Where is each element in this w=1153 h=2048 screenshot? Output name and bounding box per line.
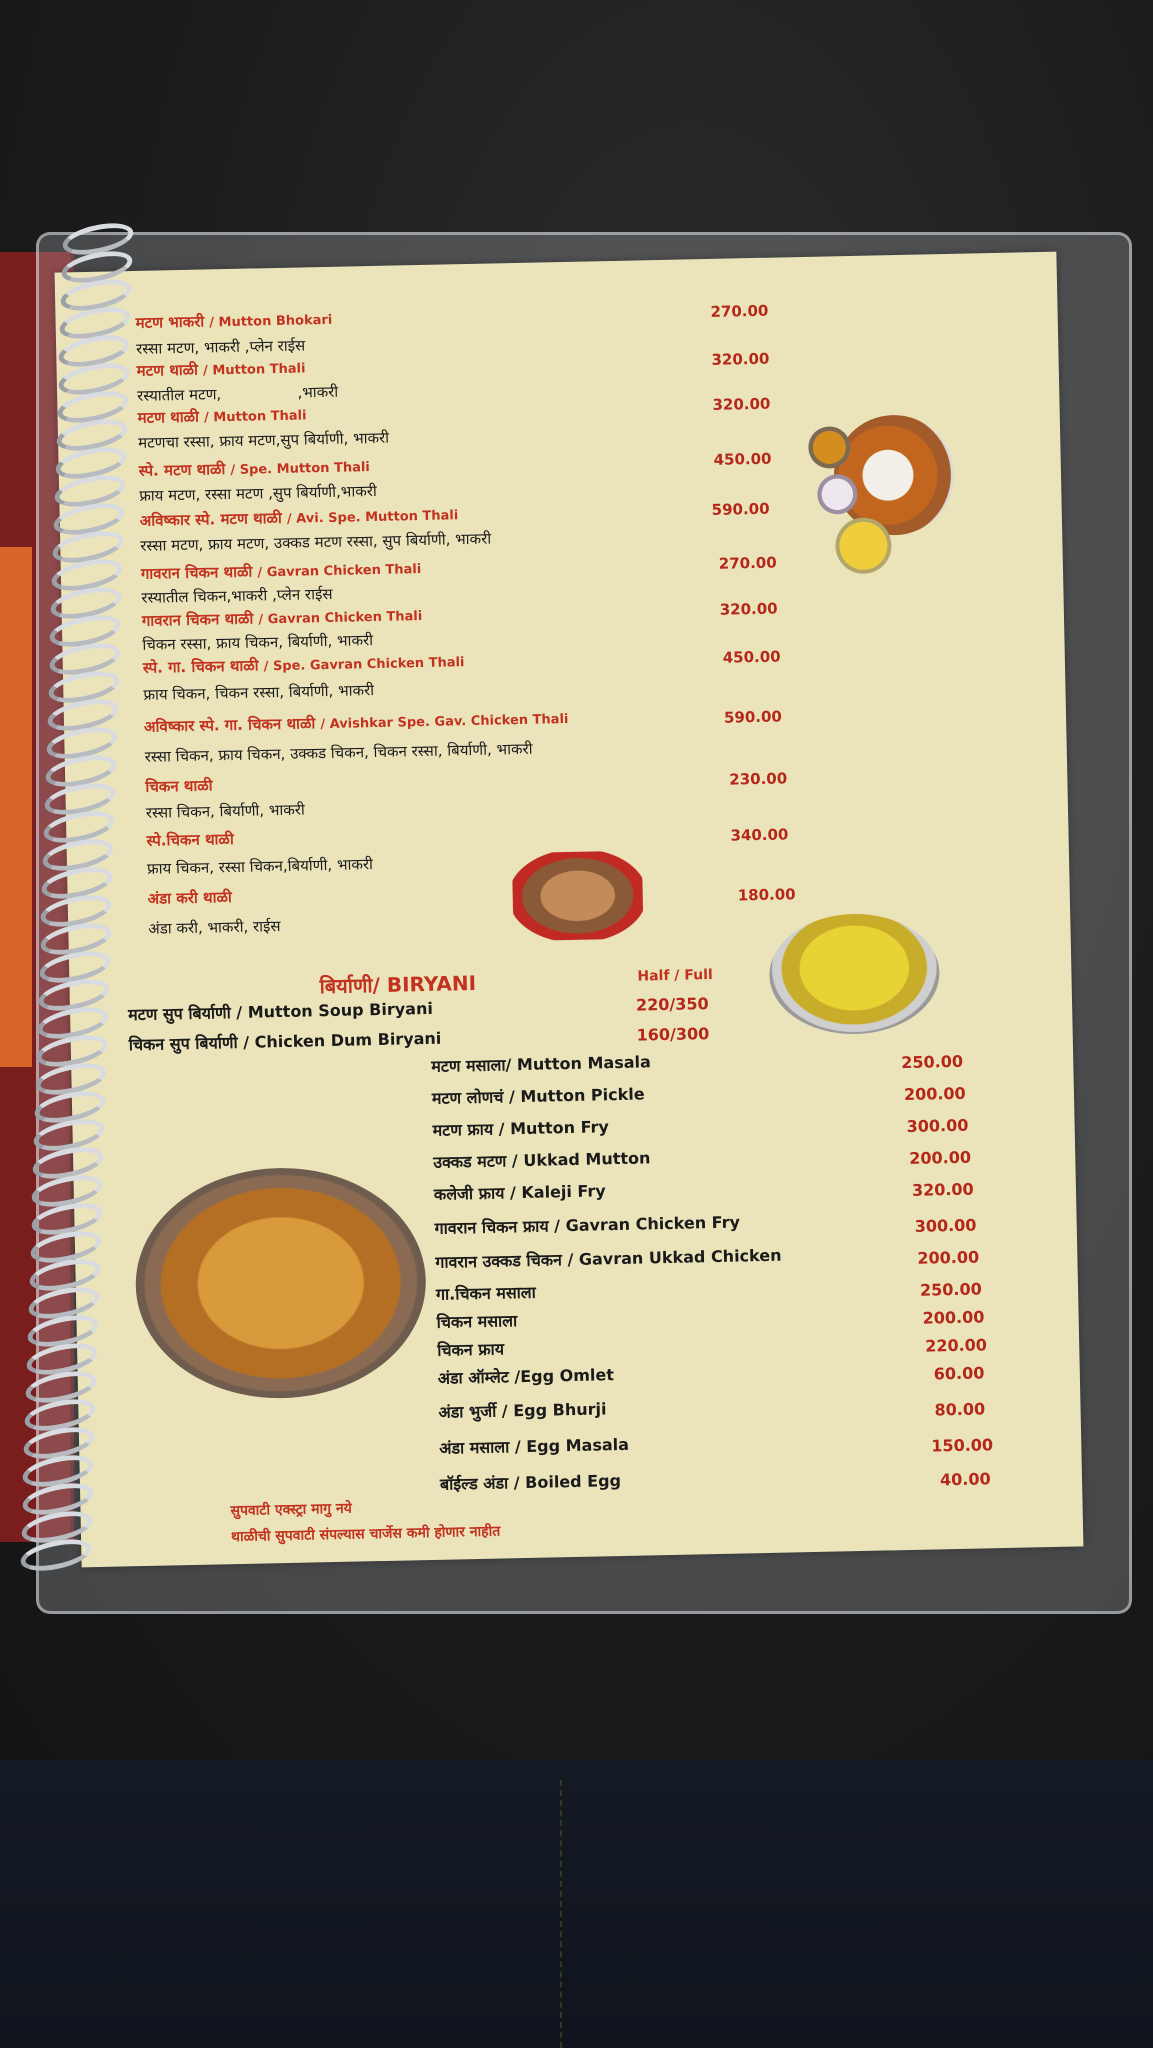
thali-desc: रस्सा चिकन, बिर्याणी, भाकरी	[145, 800, 306, 822]
thali-desc: अंडा करी, भाकरी, राईस	[148, 917, 281, 938]
dish-item: अंडा ऑम्लेट /Egg Omlet	[437, 1365, 615, 1388]
thali-name: गावरान चिकन थाळी	[141, 609, 254, 630]
dish-price: 60.00	[933, 1363, 985, 1384]
dish-item: मटण लोणचं / Mutton Pickle	[431, 1084, 645, 1108]
thali-name-en: Gavran Chicken Thali	[266, 562, 422, 581]
dish-item: मटण फ्राय / Mutton Fry	[432, 1117, 610, 1140]
thali-desc: मटणचा रस्सा, फ्राय मटण,सुप बिर्याणी, भाकरी	[137, 428, 390, 452]
thali-price: 590.00	[711, 499, 770, 519]
thali-item-5: अविष्कार स्पे. मटण थाळी / Avi. Spe. Mutton Thali	[139, 508, 459, 530]
dish-item: गावरान उक्कड चिकन / Gavran Ukkad Chicken	[435, 1245, 782, 1272]
thali-desc: फ्राय चिकन, चिकन रस्सा, बिर्याणी, भाकरी	[143, 681, 375, 704]
thali-item-8: स्पे. गा. चिकन थाळी / Spe. Gavran Chicken Thali	[142, 655, 465, 677]
thali-price: 270.00	[718, 553, 777, 573]
thali-desc: रस्सा मटण, भाकरी ,प्लेन राईस	[135, 336, 306, 358]
thali-name: गावरान चिकन थाळी	[140, 562, 253, 583]
thali-name-en: Gavran Chicken Thali	[267, 609, 423, 628]
thali-price: 180.00	[737, 885, 796, 905]
thali-name: अंडा करी थाळी	[147, 888, 232, 908]
half-full-label: Half / Full	[637, 967, 713, 985]
thali-name: स्पे. मटण थाळी	[138, 460, 226, 480]
thali-name: अविष्कार स्पे. गा. चिकन थाळी	[143, 714, 316, 736]
dish-item: चिकन फ्राय	[437, 1339, 505, 1360]
thali-price: 450.00	[722, 647, 781, 667]
dish-item: गा.चिकन मसाला	[435, 1282, 537, 1304]
thali-price: 590.00	[723, 707, 783, 727]
footer-note-line2: थाळीची सुपवाटी संपल्यास चार्जेस कमी होणार नाहीत	[230, 1523, 501, 1546]
thali-name-en: Mutton Bhokari	[218, 312, 333, 331]
footer-note-line1: सुपवाटी एक्स्ट्रा मागु नये	[230, 1500, 352, 1520]
thali-item-3: मटण थाळी / Mutton Thali	[137, 407, 307, 427]
thali-item-7: गावरान चिकन थाळी / Gavran Chicken Thali	[141, 609, 423, 630]
thali-item-10	[145, 775, 213, 796]
thali-desc: रस्यातील चिकन,भाकरी ,प्लेन राईस	[141, 584, 333, 607]
biryani-price: 220/350	[635, 994, 709, 1015]
thali-name: मटण थाळी	[137, 407, 200, 427]
chicken-thali-image	[512, 850, 644, 941]
thali-name-en: Spe. Mutton Thali	[239, 460, 370, 478]
thali-desc: रस्सा मटण, फ्राय मटण, उक्कड मटण रस्सा, सुप बिर्याणी, भाकरी	[140, 529, 492, 555]
thali-name: स्पे. गा. चिकन थाळी	[142, 656, 259, 677]
jeans-seam	[560, 1780, 566, 2048]
thali-desc: रस्सा चिकन, फ्राय चिकन, उक्कड चिकन, चिकन रस्सा, बिर्याणी, भाकरी	[144, 739, 533, 766]
spiral-binding	[0, 225, 140, 1605]
thali-name-en: Mutton Thali	[212, 361, 306, 379]
thali-name: चिकन थाळी	[145, 776, 213, 796]
biryani-heading: बिर्याणी/ BIRYANI	[319, 970, 477, 999]
thali-name: स्पे.चिकन थाळी	[146, 830, 234, 850]
dish-price: 250.00	[901, 1051, 964, 1073]
dish-price: 320.00	[911, 1179, 974, 1200]
dish-item: कलेजी फ्राय / Kaleji Fry	[433, 1181, 606, 1204]
thali-desc: रस्यातील मटण, ,भाकरी	[136, 382, 339, 405]
thali-price: 320.00	[712, 394, 771, 414]
jeans-background	[0, 1760, 1153, 2048]
dish-price: 220.00	[925, 1335, 988, 1356]
thali-desc: फ्राय चिकन, रस्सा चिकन,बिर्याणी, भाकरी	[146, 855, 374, 878]
thali-desc: चिकन रस्सा, फ्राय चिकन, बिर्याणी, भाकरी	[142, 631, 374, 654]
biryani-item: मटण सुप बिर्याणी / Mutton Soup Biryani	[127, 998, 434, 1025]
dish-item: अंडा भुर्जी / Egg Bhurji	[438, 1399, 607, 1422]
thali-name-en: Spe. Gavran Chicken Thali	[272, 655, 465, 675]
thali-desc: फ्राय मटण, रस्सा मटण ,सुप बिर्याणी,भाकरी	[139, 481, 377, 505]
dish-price: 150.00	[931, 1435, 994, 1456]
thali-plate-image	[833, 414, 955, 536]
dish-price: 40.00	[939, 1469, 991, 1490]
thali-name: मटण थाळी	[136, 360, 199, 380]
dish-price: 200.00	[903, 1083, 966, 1105]
thali-price: 320.00	[711, 349, 770, 369]
dish-item: गावरान चिकन फ्राय / Gavran Chicken Fry	[434, 1212, 741, 1238]
thali-item-6: गावरान चिकन थाळी / Gavran Chicken Thali	[140, 562, 422, 583]
thali-item-2: मटण थाळी / Mutton Thali	[136, 360, 306, 380]
thali-name-en: Avishkar Spe. Gav. Chicken Thali	[329, 711, 569, 732]
menu-page	[55, 252, 1084, 1568]
dish-item: अंडा मसाला / Egg Masala	[439, 1434, 630, 1458]
thali-price: 320.00	[719, 599, 778, 619]
biryani-price: 160/300	[636, 1024, 710, 1045]
dish-price: 200.00	[909, 1147, 972, 1168]
thali-price: 340.00	[730, 825, 789, 845]
thali-price: 270.00	[710, 301, 769, 321]
thali-item-9: अविष्कार स्पे. गा. चिकन थाळी / Avishkar Spe. Gav. Chicken Thali	[143, 711, 569, 736]
dish-price: 200.00	[917, 1247, 980, 1268]
thali-price: 450.00	[713, 449, 772, 469]
thali-name: अविष्कार स्पे. मटण थाळी	[139, 508, 283, 530]
thali-item-4: स्पे. मटण थाळी / Spe. Mutton Thali	[138, 460, 370, 480]
dish-price: 250.00	[919, 1279, 982, 1300]
dish-price: 80.00	[934, 1399, 986, 1420]
thali-item-12	[147, 887, 232, 909]
thali-bowl-yellow-image	[835, 517, 892, 574]
dish-item: बॉईल्ड अंडा / Boiled Egg	[439, 1471, 622, 1494]
biryani-item: चिकन सुप बिर्याणी / Chicken Dum Biryani	[128, 1028, 442, 1055]
dish-price: 300.00	[914, 1215, 977, 1236]
dish-item: चिकन मसाला	[436, 1311, 518, 1332]
dish-price: 200.00	[922, 1307, 985, 1328]
thali-name-en: Avi. Spe. Mutton Thali	[296, 508, 459, 527]
thali-price: 230.00	[729, 769, 788, 789]
thali-item-11	[146, 829, 234, 851]
thali-name-en: Mutton Thali	[213, 408, 307, 426]
thali-item-1: मटण भाकरी / Mutton Bhokari	[135, 312, 333, 332]
dish-price: 300.00	[906, 1115, 969, 1136]
dish-item: मटण मसाला/ Mutton Masala	[431, 1052, 652, 1076]
dish-item: उक्कड मटण / Ukkad Mutton	[433, 1148, 651, 1172]
biryani-bowl-image	[768, 912, 940, 1036]
mutton-dish-image	[133, 1165, 428, 1401]
thali-name: मटण भाकरी	[135, 312, 205, 332]
